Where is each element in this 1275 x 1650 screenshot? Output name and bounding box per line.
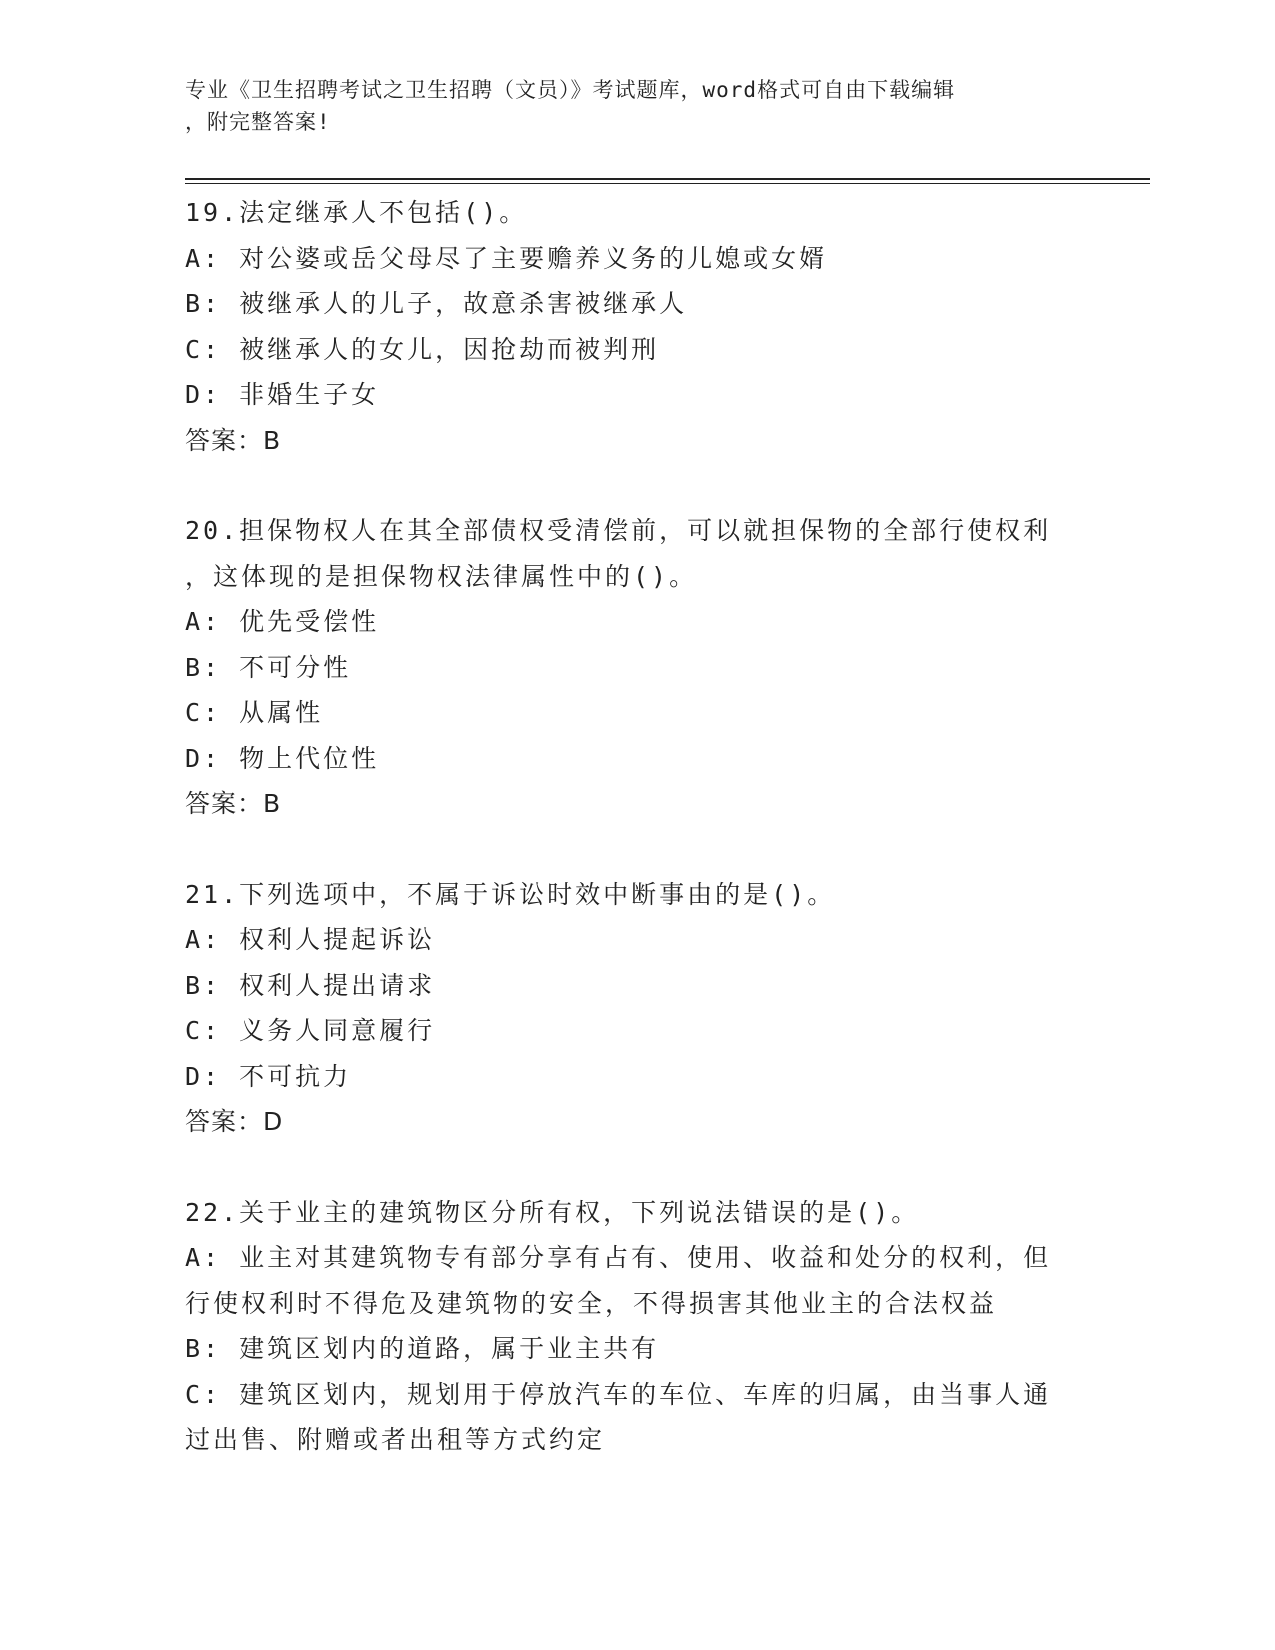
option-a: A: 业主对其建筑物专有部分享有占有、使用、收益和处分的权利，但	[185, 1243, 1052, 1272]
option-a: A: 优先受偿性	[185, 607, 380, 636]
option-c: C: 被继承人的女儿，因抢劫而被判刑	[185, 334, 660, 364]
header-divider-thick	[185, 178, 1150, 180]
question-stem: 22.关于业主的建筑物区分所有权，下列说法错误的是()。	[185, 1197, 920, 1227]
question-list	[185, 190, 1085, 1508]
option-c: C: 建筑区划内，规划用于停放汽车的车位、车库的归属，由当事人通	[185, 1379, 1052, 1409]
question-stem: 19.法定继承人不包括()。	[185, 198, 528, 227]
header-divider-thin	[185, 183, 1150, 184]
header-line-2: ，附完整答案!	[185, 110, 331, 134]
option-c: C: 义务人同意履行	[185, 1016, 436, 1045]
question-21	[185, 872, 1085, 1145]
option-c-continued: 过出售、附赠或者出租等方式约定	[185, 1425, 606, 1454]
option-b: B: 被继承人的儿子，故意杀害被继承人	[185, 289, 688, 318]
option-a: A: 权利人提起诉讼	[185, 925, 436, 954]
option-c: C: 从属性	[185, 698, 324, 727]
answer: 答案：D	[185, 1107, 284, 1136]
question-19	[185, 190, 1085, 463]
question-22	[185, 1190, 1085, 1463]
question-20	[185, 508, 1085, 827]
option-d: D: 物上代位性	[185, 743, 380, 773]
answer: 答案：B	[185, 425, 282, 455]
option-b: B: 权利人提出请求	[185, 970, 436, 1000]
option-b: B: 不可分性	[185, 652, 352, 682]
option-a-continued: 行使权利时不得危及建筑物的安全，不得损害其他业主的合法权益	[185, 1288, 998, 1318]
question-stem-continued: ，这体现的是担保物权法律属性中的()。	[185, 561, 698, 591]
document-header	[185, 74, 1085, 138]
option-a: A: 对公婆或岳父母尽了主要赡养义务的儿媳或女婿	[185, 243, 828, 273]
option-d: D: 非婚生子女	[185, 380, 380, 409]
option-d: D: 不可抗力	[185, 1061, 352, 1091]
question-stem: 20.担保物权人在其全部债权受清偿前，可以就担保物的全部行使权利	[185, 516, 1052, 545]
header-line-1: 专业《卫生招聘考试之卫生招聘（文员）》考试题库，word格式可自由下载编辑	[185, 78, 956, 102]
answer: 答案：B	[185, 789, 282, 818]
option-b: B: 建筑区划内的道路，属于业主共有	[185, 1334, 660, 1363]
question-stem: 21.下列选项中，不属于诉讼时效中断事由的是()。	[185, 879, 836, 909]
